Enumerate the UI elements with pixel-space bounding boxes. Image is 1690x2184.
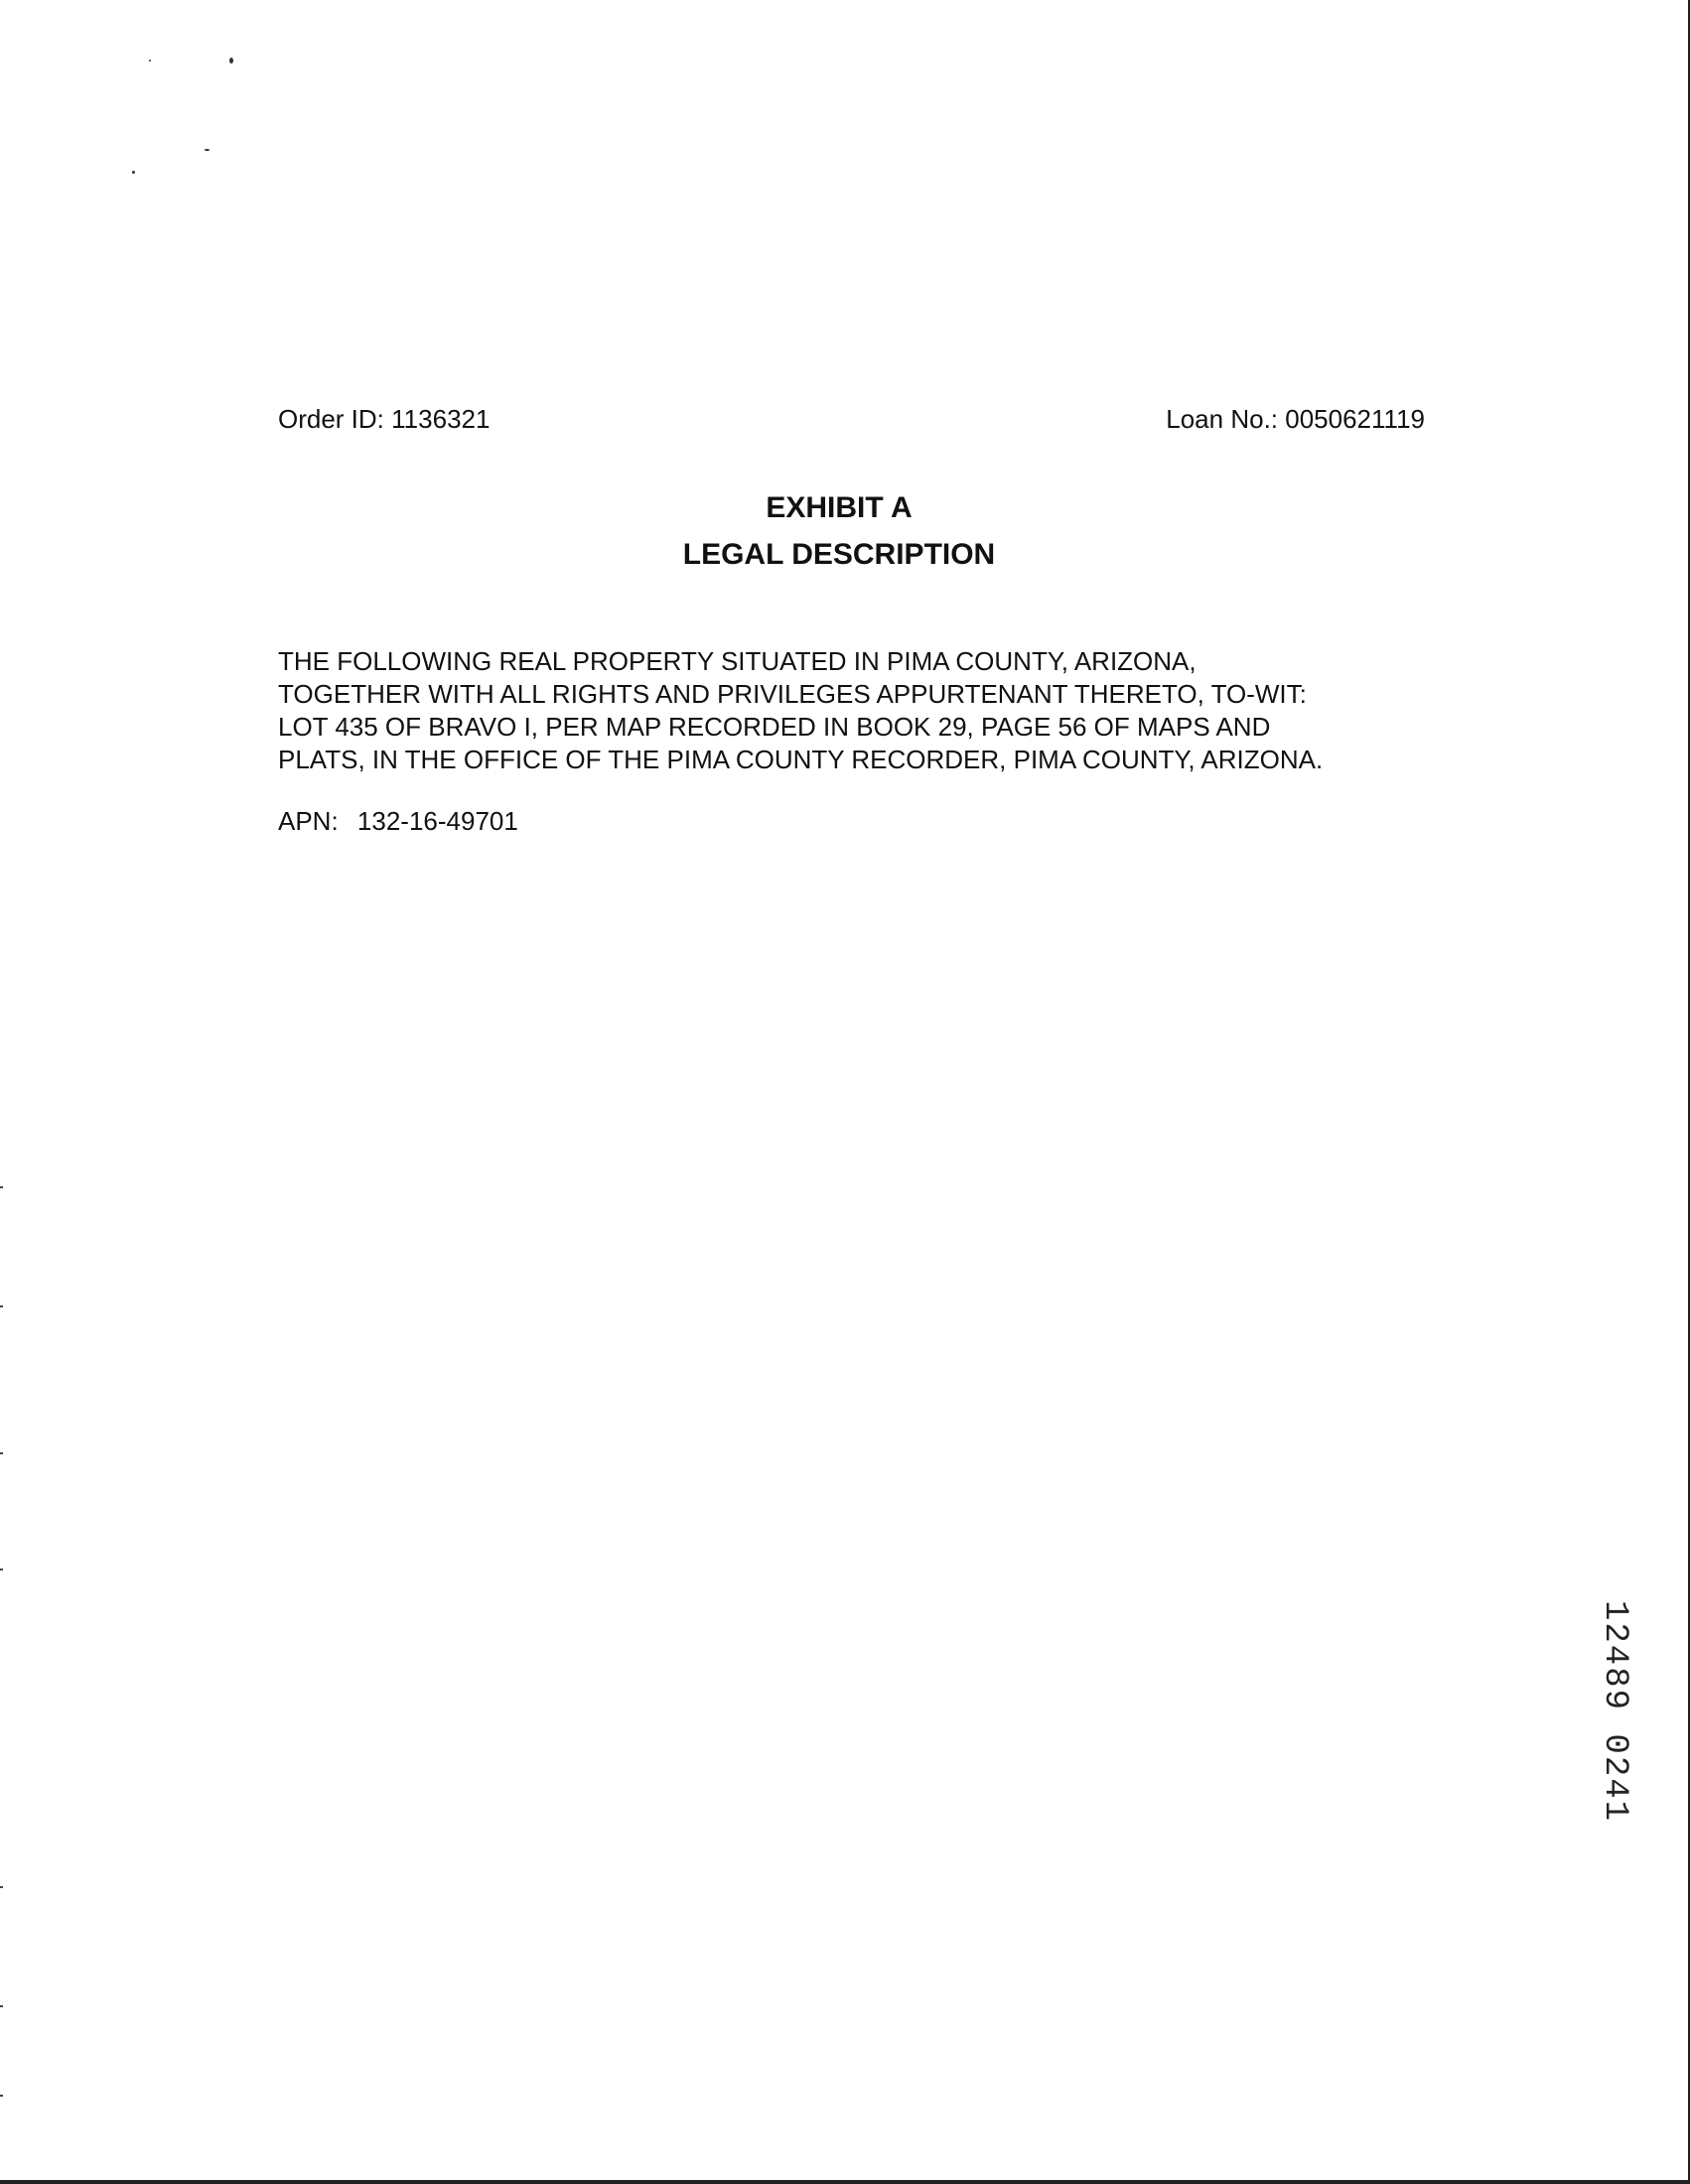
loan-number-value: 0050621119 (1285, 404, 1425, 434)
legal-description-title: LEGAL DESCRIPTION (682, 538, 996, 571)
legal-description-line: THE FOLLOWING REAL PROPERTY SITUATED IN PIMA COUNTY, ARIZONA, (278, 646, 1197, 676)
legal-description-line: PLATS, IN THE OFFICE OF THE PIMA COUNTY RECORDER, PIMA COUNTY, ARIZONA. (278, 745, 1324, 774)
legal-description-body (278, 645, 1450, 776)
loan-number (1166, 402, 1425, 436)
scan-margin-mark (0, 1186, 3, 1188)
page-bottom-border (0, 2180, 1690, 2184)
recording-stamp-number: 12489 0241 (1596, 1600, 1633, 1824)
scan-margin-mark (0, 2005, 3, 2007)
order-id (278, 402, 490, 436)
scan-margin-mark (0, 2095, 3, 2097)
apn-label: APN: (278, 806, 339, 836)
recording-stamp (1596, 1600, 1680, 1878)
scan-margin-mark (0, 1305, 3, 1307)
scan-margin-mark (0, 1452, 3, 1454)
scan-speck (132, 171, 135, 174)
order-id-value: 1136321 (391, 404, 491, 434)
scan-speck (229, 58, 233, 64)
scan-margin-mark (0, 1886, 3, 1888)
exhibit-title: EXHIBIT A (766, 491, 913, 524)
legal-description-line: LOT 435 OF BRAVO I, PER MAP RECORDED IN BOOK 29, PAGE 56 OF MAPS AND (278, 712, 1271, 742)
scan-margin-mark (0, 1569, 3, 1570)
loan-number-label: Loan No.: (1166, 404, 1279, 434)
legal-description-line: TOGETHER WITH ALL RIGHTS AND PRIVILEGES APPURTENANT THERETO, TO-WIT: (278, 679, 1307, 709)
apn-value: 132-16-49701 (356, 806, 518, 836)
order-id-label: Order ID: (278, 404, 384, 434)
document-header (278, 402, 1425, 436)
scan-speck (205, 149, 210, 151)
apn (278, 804, 518, 838)
scan-speck (149, 60, 151, 62)
